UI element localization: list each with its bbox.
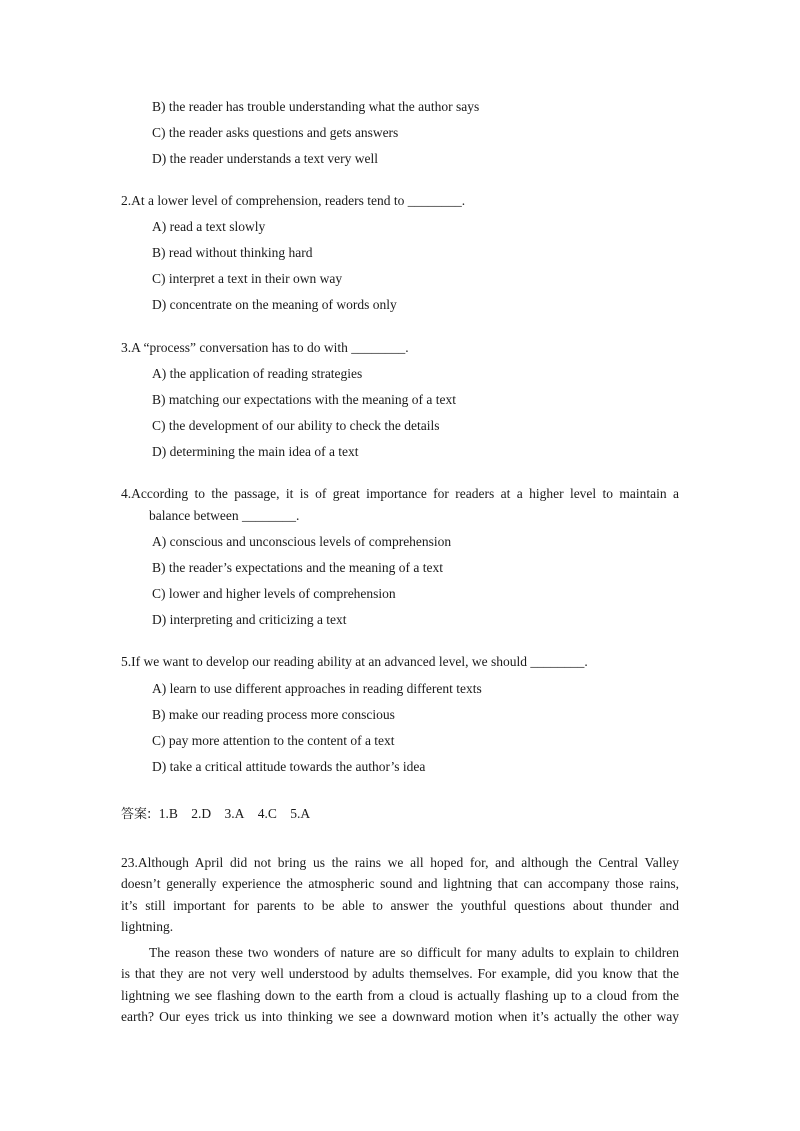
paragraph-line: 23.Although April did not bring us the rains we all hoped for, and although the Central Valley	[121, 855, 679, 870]
paragraph-line: lightning we see flashing down to the earth from a cloud is actually flashing up to a cloud from the	[121, 987, 679, 1003]
q4-stem-line2: balance between ________.	[149, 508, 300, 523]
answer-key	[121, 805, 320, 824]
answer-key-label: 答案:	[121, 807, 152, 822]
paragraph-line: earth? Our eyes trick us into thinking we see a downward motion when it’s actually the other way	[121, 1008, 679, 1024]
passage-23-paragraph-2	[121, 942, 679, 1027]
answer-item: 1.B	[158, 806, 178, 821]
q3-option-c: C) the development of our ability to check the details	[152, 418, 440, 433]
q3-stem: 3.A “process” conversation has to do with ________.	[121, 340, 409, 355]
q2-option-c: C) interpret a text in their own way	[152, 271, 343, 286]
q3-option-b: B) matching our expectations with the meaning of a text	[152, 392, 457, 407]
q4-option-c: C) lower and higher levels of comprehension	[152, 586, 396, 601]
q1-option-b: B) the reader has trouble understanding what the author says	[152, 99, 480, 114]
q4-option-a: A) conscious and unconscious levels of comprehension	[152, 534, 452, 549]
q2-option-b: B) read without thinking hard	[152, 245, 313, 260]
q2-stem: 2.At a lower level of comprehension, readers tend to ________.	[121, 193, 466, 208]
q3-option-a: A) the application of reading strategies	[152, 366, 363, 381]
q3-option-d: D) determining the main idea of a text	[152, 444, 359, 459]
q4-stem-line1: 4.According to the passage, it is of great importance for readers at a higher level to maintain a	[121, 486, 679, 501]
paragraph-line: is that they are not very well understood by adults themselves. For example, did you know that the	[121, 966, 679, 982]
answer-item: 4.C	[257, 806, 277, 821]
q1-option-d: D) the reader understands a text very well	[152, 151, 379, 166]
paragraph-line: lightning.	[121, 918, 174, 934]
q5-option-a: A) learn to use different approaches in reading different texts	[152, 681, 482, 696]
q5-option-d: D) take a critical attitude towards the author’s idea	[152, 759, 426, 774]
paragraph-line: The reason these two wonders of nature are so difficult for many adults to explain to children	[149, 945, 679, 960]
paragraph-line: doesn’t generally experience the atmospheric sound and lightning that can accompany those rains,	[121, 876, 679, 892]
q5-stem: 5.If we want to develop our reading ability at an advanced level, we should ________.	[121, 654, 588, 669]
answer-item: 5.A	[290, 806, 311, 821]
q5-option-c: C) pay more attention to the content of a text	[152, 733, 395, 748]
q1-option-c: C) the reader asks questions and gets answers	[152, 125, 399, 140]
answer-item: 2.D	[191, 806, 212, 821]
q5-option-b: B) make our reading process more conscious	[152, 707, 395, 722]
q2-option-d: D) concentrate on the meaning of words only	[152, 297, 397, 312]
paragraph-line: it’s still important for parents to be able to answer the youthful questions about thunder and	[121, 897, 679, 913]
q4-option-d: D) interpreting and criticizing a text	[152, 612, 347, 627]
q2-option-a: A) read a text slowly	[152, 219, 266, 234]
passage-23-paragraph-1	[121, 852, 679, 937]
q4-option-b: B) the reader’s expectations and the meaning of a text	[152, 560, 444, 575]
answer-item: 3.A	[224, 806, 245, 821]
